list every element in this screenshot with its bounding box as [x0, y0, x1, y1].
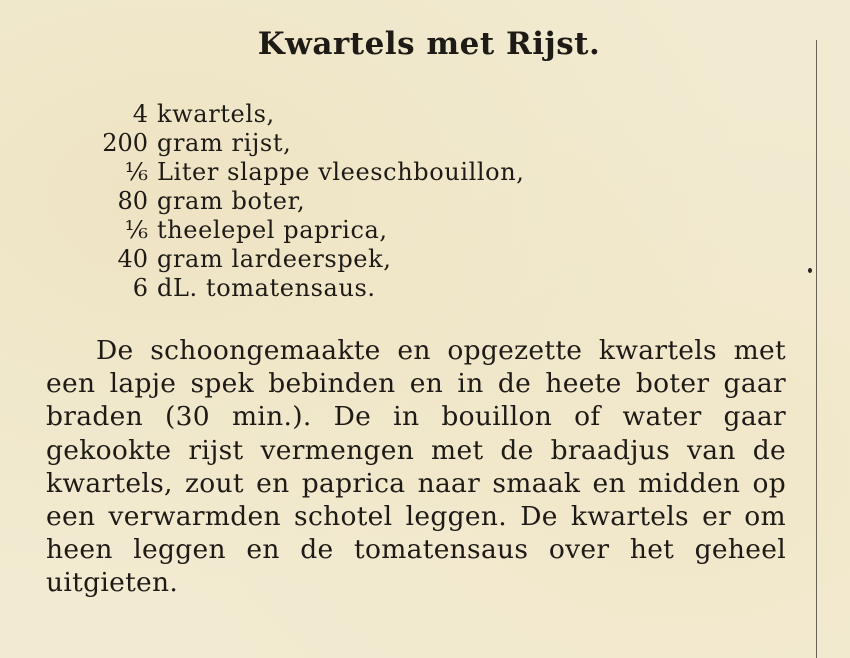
ingredient-quantity: ⅙	[124, 216, 148, 244]
ingredient-description: dL. tomatensaus.	[157, 274, 376, 302]
instructions-paragraph	[46, 334, 786, 600]
ingredient-item	[96, 274, 525, 303]
ingredient-item	[96, 216, 525, 245]
ingredient-item	[96, 187, 525, 216]
ingredient-list	[96, 100, 525, 303]
ingredient-description: gram rijst,	[157, 129, 292, 157]
ingredient-quantity: 200	[102, 129, 148, 157]
ingredient-item	[96, 158, 525, 187]
ingredient-quantity: 80	[117, 187, 148, 215]
ingredient-description: gram boter,	[157, 187, 306, 215]
instructions-text: De schoongemaakte en opgezette kwartels met een lapje spek bebinden en in de heete boter gaar braden (30 min.). De in bouillon of water gaar gekookte rijst vermengen met de braadjus van de kwartels, zout en paprica naar smaak en midden op een verwarmden schotel leggen. De kwartels er om heen leggen en de tomatensaus over het geheel uitgieten.	[46, 335, 786, 599]
column-rule	[816, 40, 817, 658]
ingredient-quantity: ⅙	[124, 158, 148, 186]
ingredient-description: theelepel paprica,	[157, 216, 388, 244]
ink-speck	[808, 268, 812, 273]
ingredient-description: Liter slappe vleeschbouillon,	[157, 158, 525, 186]
ingredient-description: gram lardeerspek,	[157, 245, 392, 273]
ingredient-item	[96, 100, 525, 129]
ingredient-item	[96, 129, 525, 158]
ingredient-quantity: 4	[132, 100, 148, 128]
ingredient-description: kwartels,	[157, 100, 275, 128]
recipe-title: Kwartels met Rijst.	[257, 26, 601, 62]
ingredient-quantity: 6	[132, 274, 148, 302]
ingredient-item	[96, 245, 525, 274]
ingredient-quantity: 40	[117, 245, 148, 273]
